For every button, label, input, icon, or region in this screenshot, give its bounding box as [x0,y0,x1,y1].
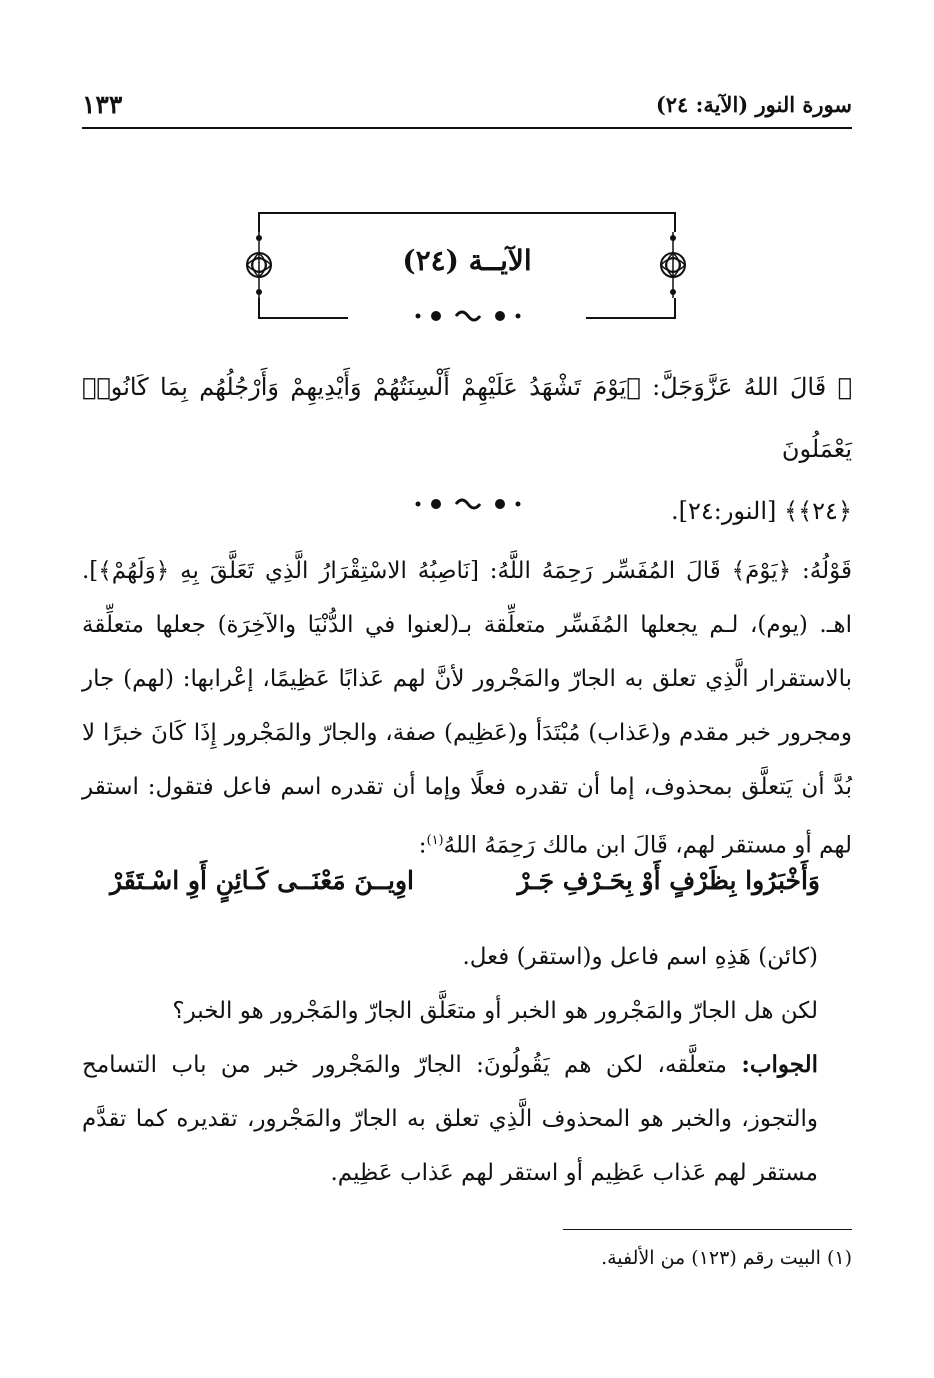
page-header [82,92,852,128]
answer-text: متعلَّقه، لكن هم يَقُولُونَ: الجارّ والمَجْرور خبر من باب التسامح والتجوز، والخبر هو المحذوف الَّذِي تعلق به الجارّ والمَجْرور، تقديره كما تقدَّم مستقر لهم عَذاب عَظِيم أو استقر لهم عَذاب عَظِيم. [82,1052,818,1186]
verse-line: ۞ قَالَ اللهُ عَزَّوَجَلَّ: ﴿يَوْمَ تَشْهَدُ عَلَيْهِمْ أَلْسِنَتُهُمْ وَأَيْدِيهِمْ وَأَرْجُلُهُم بِمَا كَانُوا۟ يَعْمَلُونَ [82,373,853,463]
header-rule [82,127,852,129]
poem-verse [110,862,820,916]
poem-hemistich-right: وَأَخْبَرُوا بِظَرْفٍ أَوْ بِحَـرْفِ جَـرْ [517,866,820,895]
verse-line: ﴿٢٤﴾﴾ [النور:٢٤]. [670,497,852,525]
divider-dots-icon [398,305,538,327]
divider-dots-icon [398,493,538,515]
poem-hemistich-left: اوِيــنَ مَعْنَــى كَـائِنٍ أَوِ اسْـتَقَرْ [110,866,415,895]
commentary-text: قَوْلُهُ: ﴿يَوْمَ﴾ قَالَ المُفَسِّر رَحِمَهُ اللَّهُ: [نَاصِبُهُ الاسْتِقْرَارُ الَّذِي تَعَلَّقَ بِهِ ﴿وَلَهُمْ﴾]. اهـ. (يوم)، لـم يجعلها المُفَسِّر متعلِّقة بـ(لعنوا في الدُّنْيَا والآخِرَة) جعلها متعلِّقة بالاستقرار الَّذِي تعلق به الجارّ والمَجْرور لأنَّ لهم عَذابًا عَظِيمًا، إعْرابها: (لهم) جار ومجرور خبر مقدم و(عَذاب) مُبْتَدَأ و(عَظِيم) صفة، والجارّ والمَجْرور إِذَا كَانَ خبرًا لا بُدَّ أن يَتعلَّق بمحذوف، إما أن تقدره فعلًا وإما أن تقدره اسم فاعل فتقول: استقر لهم أو مستقر لهم، قَالَ ابن مالك رَحِمَهُ اللهُ [82,558,852,859]
answer-paragraph [82,1038,852,1200]
question-paragraph: لكن هل الجارّ والمَجْرور هو الخبر أو متعَلَّق الجارّ والمَجْرور هو الخبر؟ [172,998,818,1024]
page-number: ١٣٣ [82,90,123,119]
answer-section [82,930,852,1200]
commentary-paragraph [82,544,852,873]
ornament-knot-icon [654,232,692,298]
footnote-marker[interactable]: (١) [426,833,444,848]
section-title: الآيــة (٢٤) [402,244,532,277]
commentary-end: : [418,832,427,859]
paragraph: (كائن) هَذِهِ اسم فاعل و(استقر) فعل. [462,944,818,970]
footnote: (١) البيت رقم (١٢٣) من الألفية. [601,1247,852,1269]
ornament-knot-icon [240,232,278,298]
running-title: سورة النور (الآية: ٢٤) [655,92,852,117]
footnote-rule [563,1229,852,1230]
answer-label: الجواب: [741,1051,818,1078]
